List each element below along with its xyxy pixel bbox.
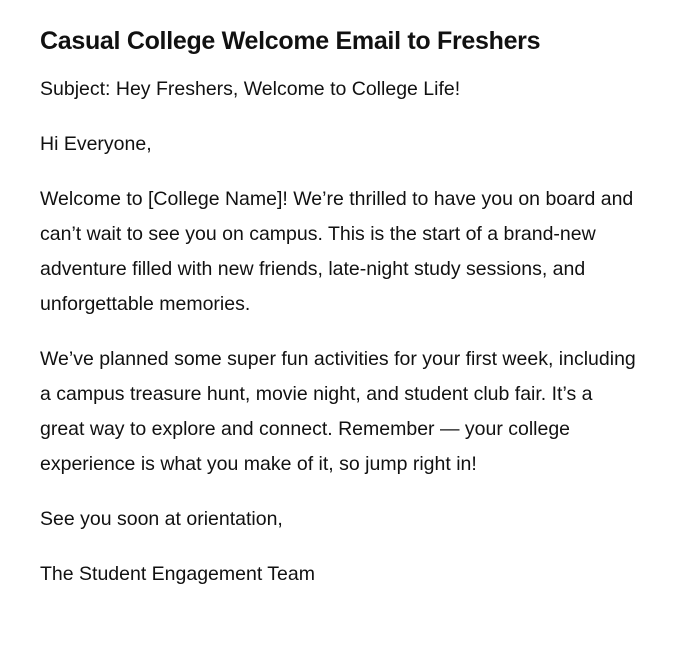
page-title: Casual College Welcome Email to Freshers	[40, 27, 541, 55]
email-subject: Subject: Hey Freshers, Welcome to College Life!	[40, 78, 461, 100]
signature: The Student Engagement Team	[40, 563, 315, 585]
paragraph-welcome: Welcome to [College Name]! We’re thrilled to have you on board and can’t wait to see you on campus. This is the start of a brand-new adventure filled with new friends, late-night study sessions, and unforgettable memories.	[40, 188, 634, 315]
closing: See you soon at orientation,	[40, 508, 283, 530]
paragraph-activities: We’ve planned some super fun activities for your first week, including a campus treasure hunt, movie night, and student club fair. It’s a great way to explore and connect. Remember — your college experience is what you make of it, so jump right in!	[40, 348, 636, 475]
greeting: Hi Everyone,	[40, 133, 152, 155]
